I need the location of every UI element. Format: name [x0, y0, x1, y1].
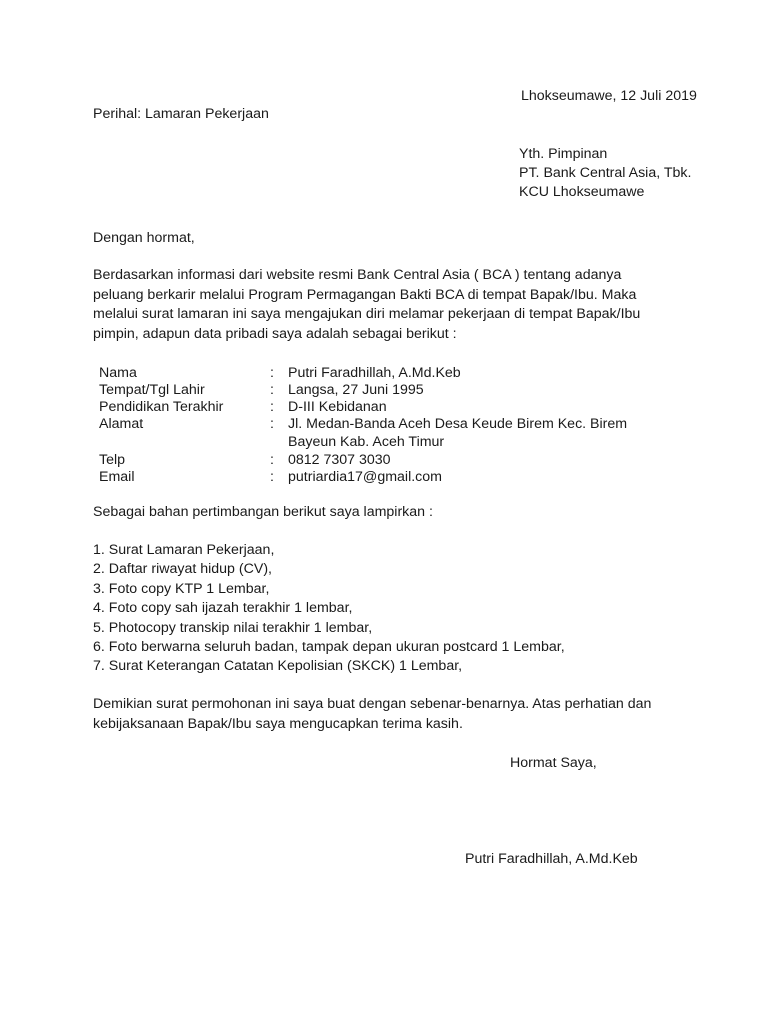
data-value: D-III Kebidanan — [288, 399, 387, 415]
recipient-line: PT. Bank Central Asia, Tbk. — [519, 165, 692, 181]
data-value: Langsa, 27 Juni 1995 — [288, 382, 424, 398]
paragraph-line: Berdasarkan informasi dari website resmi Bank Central Asia ( BCA ) tentang adanya — [93, 267, 622, 283]
data-label: Nama — [99, 365, 137, 381]
salutation: Dengan hormat, — [93, 230, 195, 246]
list-item: 4. Foto copy sah ijazah terakhir 1 lembar, — [93, 600, 353, 617]
data-colon: : — [270, 452, 274, 468]
paragraph-line: melalui surat lamaran ini saya mengajukan diri melamar pekerjaan di tempat Bapak/Ibu — [93, 306, 641, 323]
paragraph-line: Demikian surat permohonan ini saya buat dengan sebenar-benarnya. Atas perhatian dan — [93, 696, 652, 712]
data-value: 0812 7307 3030 — [288, 452, 391, 468]
data-label: Email — [99, 469, 135, 485]
list-item: 7. Surat Keterangan Catatan Kepolisian (SKCK) 1 Lembar, — [93, 658, 463, 675]
paragraph-line: peluang berkarir melalui Program Permagangan Bakti BCA di tempat Bapak/Ibu. Maka — [93, 286, 637, 303]
list-item: 2. Daftar riwayat hidup (CV), — [93, 561, 272, 578]
list-item: 3. Foto copy KTP 1 Lembar, — [93, 580, 270, 597]
data-value: Putri Faradhillah, A.Md.Keb — [288, 365, 461, 381]
data-row-address-cont — [99, 433, 699, 452]
data-colon: : — [270, 365, 274, 381]
data-colon: : — [270, 469, 274, 485]
data-label: Alamat — [99, 416, 144, 432]
data-row-address — [99, 416, 699, 433]
attachments-intro: Sebagai bahan pertimbangan berikut saya lampirkan : — [93, 504, 433, 520]
data-row-email — [99, 469, 699, 486]
place-date: Lhokseumawe, 12 Juli 2019 — [521, 88, 697, 104]
signature-name: Putri Faradhillah, A.Md.Keb — [465, 851, 638, 867]
personal-data-table — [99, 365, 699, 486]
closing-paragraph — [93, 695, 713, 734]
data-colon: : — [270, 416, 274, 432]
recipient-line: KCU Lhokseumawe — [519, 184, 645, 200]
data-row-birth — [99, 382, 699, 399]
subject-line: Perihal: Lamaran Pekerjaan — [93, 106, 269, 122]
data-row-education — [99, 399, 699, 416]
data-label: Tempat/Tgl Lahir — [99, 382, 205, 398]
data-label: Telp — [99, 452, 126, 468]
paragraph-line: pimpin, adapun data pribadi saya adalah sebagai berikut : — [93, 325, 457, 342]
data-value: Jl. Medan-Banda Aceh Desa Keude Birem Kec. Birem — [288, 416, 628, 432]
data-value: Bayeun Kab. Aceh Timur — [288, 434, 445, 450]
closing-regards: Hormat Saya, — [510, 755, 597, 771]
data-value: putriardia17@gmail.com — [288, 469, 442, 485]
list-item: 5. Photocopy transkip nilai terakhir 1 lembar, — [93, 619, 373, 636]
data-row-name — [99, 365, 699, 382]
data-colon: : — [270, 382, 274, 398]
intro-paragraph — [93, 266, 713, 344]
data-colon: : — [270, 399, 274, 415]
data-row-phone — [99, 452, 699, 469]
list-item: 6. Foto berwarna seluruh badan, tampak depan ukuran postcard 1 Lembar, — [93, 639, 565, 656]
attachments-list — [93, 541, 565, 677]
recipient-line: Yth. Pimpinan — [519, 146, 608, 162]
paragraph-line: kebijaksanaan Bapak/Ibu saya mengucapkan terima kasih. — [93, 715, 463, 732]
data-label: Pendidikan Terakhir — [99, 399, 224, 415]
recipient-block — [519, 145, 691, 202]
list-item: 1. Surat Lamaran Pekerjaan, — [93, 542, 275, 558]
